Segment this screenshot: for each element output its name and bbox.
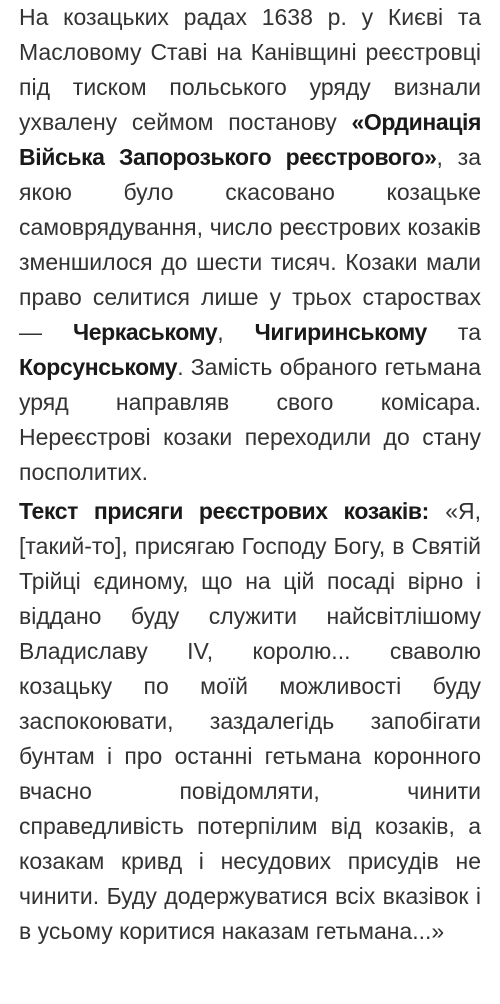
paragraph-text: , за якою було скасовано козацьке самоврядування, число реєстрових козаків зменшилося до шести тисяч. Козаки мали право селитися лише у трьох староствах —	[19, 144, 481, 345]
document-body	[19, 0, 481, 949]
paragraph-oath	[19, 494, 481, 949]
paragraph-text: та	[426, 319, 481, 345]
paragraph-ordination	[19, 0, 481, 490]
paragraph-text: . Замість обраного гетьмана уряд направляв свого комісара. Нереєстрові козаки переходили до стану посполитих.	[19, 354, 481, 485]
bold-heading-oath: Текст присяги реєстрових козаків:	[19, 498, 429, 524]
bold-term-chyhyryn: Чигиринському	[254, 319, 427, 345]
bold-term-korsun: Корсунському	[19, 354, 178, 380]
paragraph-text: На козацьких радах 1638 р. у Києві та Масловому Ставі на Канівщині реєстровці під тиском польського уряду визнали ухвалену сеймом постанову	[19, 4, 481, 135]
bold-term-ordination: «Ординація Війська Запорозького реєстрового»	[19, 109, 481, 170]
bold-term-cherkasy: Черкаському	[72, 319, 218, 345]
paragraph-text: ,	[217, 319, 255, 345]
paragraph-text: «Я, [такий-то], присягаю Господу Богу, в Святій Трійці єдиному, що на цій посаді вірно і віддано буду служити найсвітлішому Владиславу IV, королю... сваволю козацьку по моїй можливості буду заспокоювати, заздалегідь запобігати бунтам і про останні гетьмана коронного вчасно повідомляти, чинити справедливість потерпілим від козаків, а козакам кривд і несудових присудів не чинити. Буду додержуватися всіх вказівок і в усьому коритися наказам гетьмана...»	[19, 498, 481, 944]
